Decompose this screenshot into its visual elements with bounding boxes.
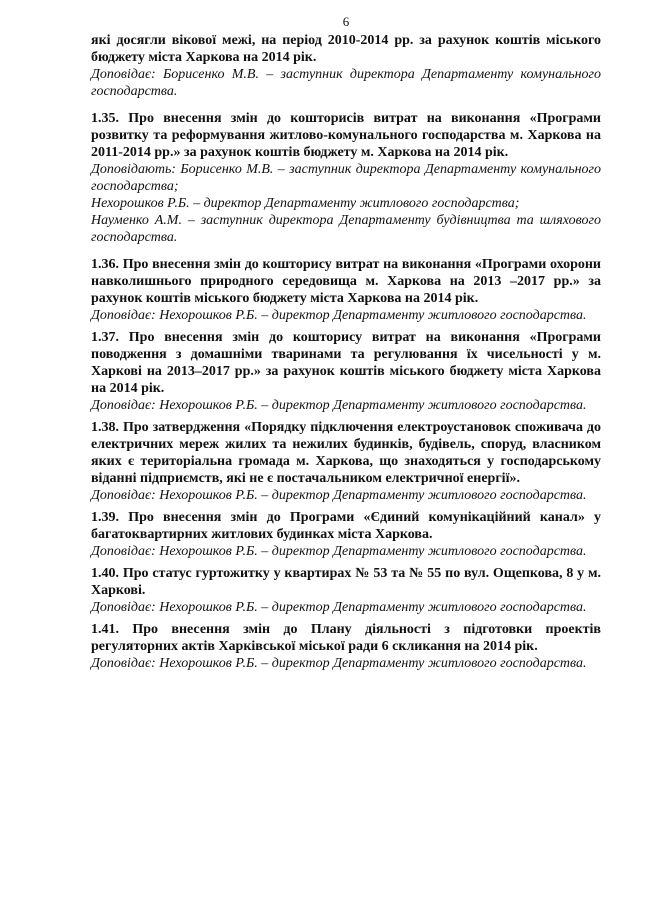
agenda-item-1-37 [91, 329, 601, 414]
agenda-item-number: 1.39. [91, 510, 119, 525]
agenda-item-number: 1.38. [91, 420, 119, 435]
agenda-item-speaker: Доповідає: Нехорошков Р.Б. – директор Департаменту житлового господарства. [91, 544, 587, 559]
agenda-item-title-text: Про внесення змін до кошторису витрат на виконання «Програми поводження з домашніми тваринами та регулювання їх чисельності у м. Харкові на 2013–2017 рр.» за рахунок коштів міського бюджету міста Харкова на 2014 рік. [91, 330, 601, 396]
agenda-item-title-text: Про внесення змін до кошторису витрат на виконання «Програми охорони навколишнього природного середовища м. Харкова на 2013 –2017 рр.» за рахунок коштів міського бюджету міста Харкова на 2014 рік. [91, 257, 602, 306]
agenda-item-title: які досягли вікової межі, на період 2010-2014 рр. за рахунок коштів міського бюджету міста Харкова на 2014 рік. [91, 33, 601, 65]
agenda-item-continuation [91, 32, 601, 100]
agenda-item-speaker: Доповідає: Нехорошков Р.Б. – директор Департаменту житлового господарства. [91, 656, 587, 671]
agenda-item-title [91, 565, 601, 599]
agenda-item-number: 1.36. [91, 257, 119, 272]
agenda-item-title-text: Про затвердження «Порядку підключення електроустановок споживача до електричних мереж жилих та нежилих будинків, будівель, споруд, власником яких є територіальна громада м. Харкова, що знаходяться у господарському віданні підприємств, які не є постачальником електричної енергії». [91, 420, 601, 486]
agenda-item-1-36 [91, 256, 601, 324]
agenda-item-title [91, 329, 601, 397]
agenda-item-title [91, 621, 601, 655]
agenda-item-speaker: Доповідає: Нехорошков Р.Б. – директор Департаменту житлового господарства. [91, 398, 587, 413]
agenda-item-title-text: Про внесення змін до Програми «Єдиний комунікаційний канал» у багатоквартирних житлових будинках міста Харкова. [91, 510, 602, 542]
agenda-item-title-text: Про статус гуртожитку у квартирах № 53 та № 55 по вул. Ощепкова, 8 у м. Харкові. [91, 566, 602, 598]
agenda-item-1-39 [91, 509, 601, 560]
agenda-item-title-text: Про внесення змін до Плану діяльності з підготовки проектів регуляторних актів Харківської міської ради 6 скликання на 2014 рік. [91, 622, 601, 654]
page-number: 6 [342, 14, 350, 29]
agenda-item-speaker: Доповідає: Нехорошков Р.Б. – директор Департаменту житлового господарства. [91, 488, 587, 503]
agenda-item-title [91, 110, 601, 161]
agenda-item-title [91, 419, 601, 487]
agenda-item-number: 1.37. [91, 330, 119, 345]
agenda-item-number: 1.35. [91, 111, 119, 126]
agenda-item-1-35 [91, 110, 601, 246]
agenda-item-1-38 [91, 419, 601, 504]
agenda-item-title-text: Про внесення змін до кошторисів витрат на виконання «Програми розвитку та реформування житлово-комунального господарства м. Харкова на 2011-2014 рр.» за рахунок коштів бюджету м. Харкова на 2014 рік. [91, 111, 602, 160]
document-page [91, 14, 601, 672]
agenda-item-number: 1.41. [91, 622, 119, 637]
agenda-item-title [91, 509, 601, 543]
agenda-item-speaker: Науменко А.М. – заступник директора Департаменту будівництва та шляхового господарства. [91, 213, 601, 245]
agenda-item-title [91, 256, 601, 307]
agenda-item-1-40 [91, 565, 601, 616]
agenda-item-speaker: Доповідає: Нехорошков Р.Б. – директор Департаменту житлового господарства. [91, 308, 587, 323]
agenda-item-speaker: Доповідає: Нехорошков Р.Б. – директор Департаменту житлового господарства. [91, 600, 587, 615]
agenda-item-speaker: Доповідають: Борисенко М.В. – заступник директора Департаменту комунального господарства; [91, 162, 601, 194]
agenda-item-number: 1.40. [91, 566, 119, 581]
agenda-item-1-41 [91, 621, 601, 672]
agenda-item-speaker: Доповідає: Борисенко М.В. – заступник директора Департаменту комунального господарства. [91, 67, 601, 99]
agenda-item-speaker: Нехорошков Р.Б. – директор Департаменту житлового господарства; [91, 196, 520, 211]
